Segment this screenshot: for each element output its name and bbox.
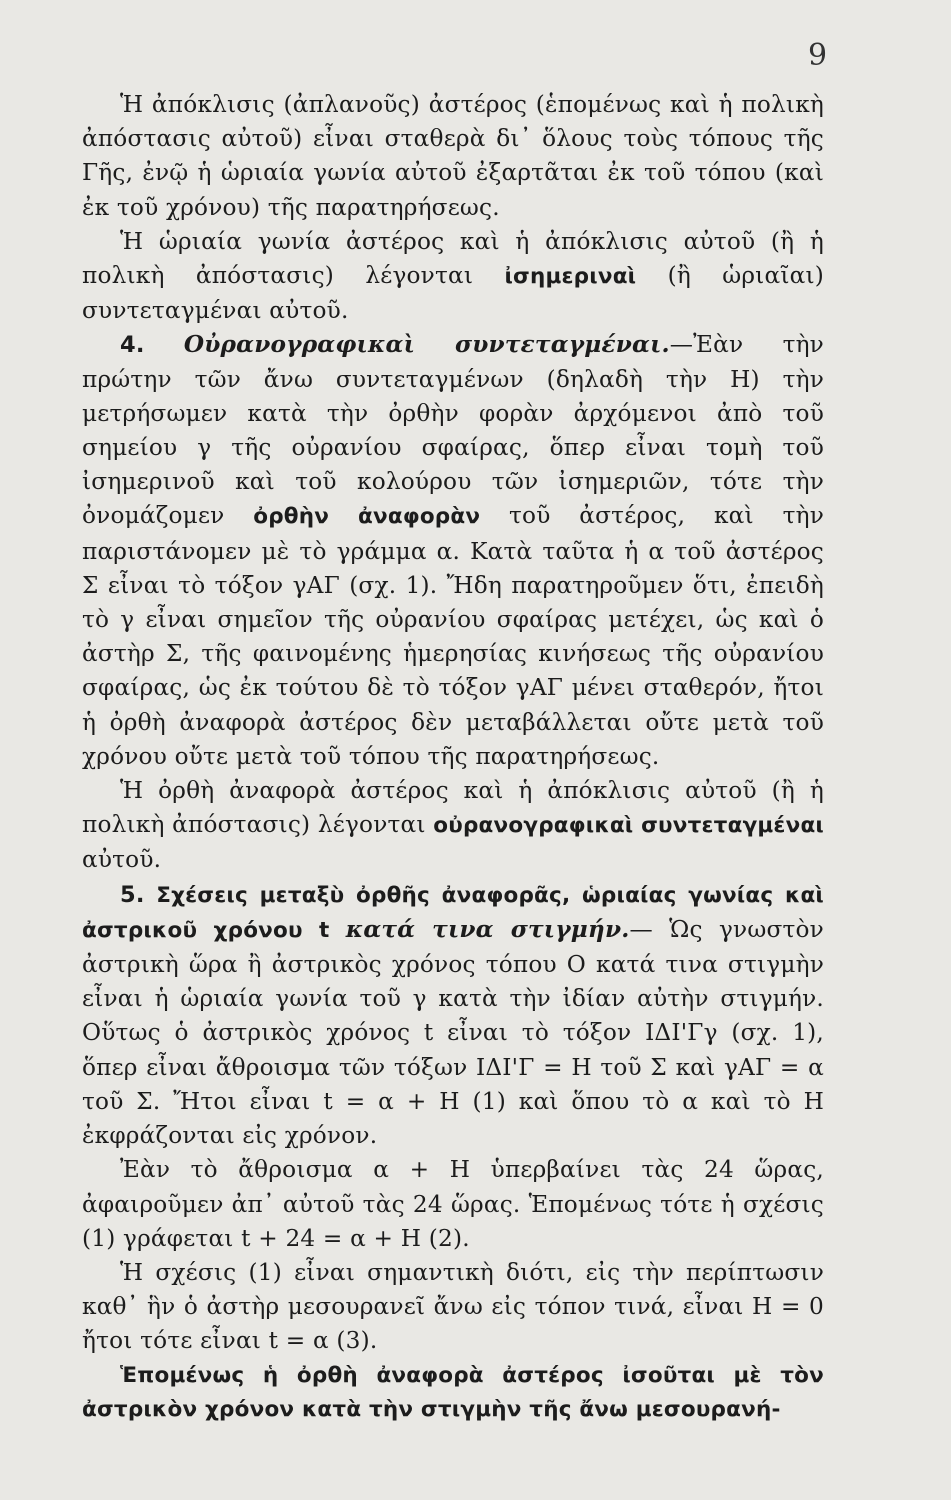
bold-term-right-ascension: ὀρθὴν ἀναφορὰν [253, 504, 481, 530]
text-segment: —Ἐὰν τὴν πρώτην τῶν ἄνω συντεταγμένων (δηλαδὴ τὴν Η) τὴν μετρήσωμεν κατὰ τὴν ὀρθὴν φορὰν ἀρχόμενοι ἀπὸ τοῦ σημείου γ τῆς οὐρανίου σφαίρας, ὅπερ εἶναι τομὴ τοῦ ἰσημερινοῦ καὶ τοῦ κολούρου τῶν ἰσημεριῶν, τότε τὴν ὀνομάζομεν [82, 331, 824, 530]
section-5-title-t: t [318, 917, 330, 943]
section-5 [82, 878, 824, 1154]
paragraph-declination: Ἡ ἀπόκλισις (ἀπλανοῦς) ἀστέρος (ἑπομένως καὶ ἡ πολικὴ ἀπόστασις αὐτοῦ) εἶναι σταθερὰ δι᾿ ὅλους τοὺς τόπους τῆς Γῆς, ἐνῷ ἡ ὡριαία γωνία αὐτοῦ ἐξαρτᾶται ἐκ τοῦ τόπου (καὶ ἐκ τοῦ χρόνου) τῆς παρατηρήσεως. [82, 91, 824, 221]
paragraph-relation-1: Ἡ σχέσις (1) εἶναι σημαντικὴ διότι, εἰς τὴν περίπτωσιν καθ᾿ ἣν ὁ ἀστὴρ μεσουρανεῖ ἄνω εἰς τόπον τινά, εἶναι Η = 0 ἤτοι τότε εἶναι t = α (3). [82, 1258, 824, 1355]
text-segment: αὐτοῦ. [82, 846, 162, 874]
page-number: 9 [808, 38, 828, 73]
bold-term-uranographic: οὐρανογραφικαὶ συντεταγμέναι [433, 813, 824, 839]
paragraph-sum-exceeds: Ἐὰν τὸ ἄθροισμα α + Η ὑπερβαίνει τὰς 24 ὥρας, ἀφαιροῦμεν ἀπ᾿ αὐτοῦ τὰς 24 ὥρας. Ἑπομένως τότε ἡ σχέσις (1) γράφεται t + 24 = α + Η (2). [82, 1156, 824, 1252]
bold-term-equatorial: ἰσημεριναὶ [504, 264, 637, 290]
section-4-number: 4. [120, 332, 145, 359]
body-text [82, 88, 824, 1427]
section-5-number: 5. [120, 881, 145, 908]
text-segment: Ἡ ὡριαία γωνία ἀστέρος καὶ ἡ ἀπόκλισις αὐτοῦ (ἢ ἡ πολικὴ ἀπόστασις) λέγονται [82, 227, 824, 290]
section-5-title-end: κατά τινα στιγμήν. [345, 915, 630, 943]
text-segment: τοῦ ἀστέρος, καὶ τὴν παριστάνομεν μὲ τὸ γράμμα α. Κατὰ ταῦτα ἡ α τοῦ ἀστέρος Σ εἶναι τὸ τόξον γΑΓ (σχ. 1). Ἤδη παρατηροῦμεν ὅτι, ἐπειδὴ τὸ γ εἶναι σημεῖον τῆς οὐρανίου σφαίρας μετέχει, ὡς καὶ ὁ ἀστὴρ Σ, τῆς φαινομένης ἡμερησίας κινήσεως τῆς οὐρανίου σφαίρας, ὡς ἐκ τούτου δὲ τὸ τόξον γΑΓ μένει σταθερόν, ἤτοι ἡ ὀρθὴ ἀναφορὰ ἀστέρος δὲν μεταβάλλεται οὔτε μετὰ τοῦ χρόνου οὔτε μετὰ τοῦ τόπου τῆς παρατηρήσεως. [82, 502, 824, 770]
text-segment: — Ὡς γνωστὸν ἀστρικὴ ὥρα ἢ ἀστρικὸς χρόνος τόπου Ο κατά τινα στιγμὴν εἶναι ἡ ὡριαία γωνία τοῦ γ κατὰ τὴν ἰδίαν αὐτὴν στιγμήν. Οὕτως ὁ ἀστρικὸς χρόνος t εἶναι τὸ τόξον ΙΔΙ'Γγ (σχ. 1), ὅπερ εἶναι ἄθροισμα τῶν τόξων ΙΔΙ'Γ = Η τοῦ Σ καὶ γΑΓ = α τοῦ Σ. Ἤτοι εἶναι t = α + Η (1) καὶ ὅπου τὸ α καὶ τὸ Η ἐκφράζονται εἰς χρόνον. [82, 915, 824, 1150]
paragraph-equatorial-coordinates [82, 225, 824, 329]
section-4 [82, 328, 824, 774]
section-4-title: Οὐρανογραφικαὶ συντεταγμέναι. [183, 331, 670, 359]
text-segment: (ἢ ὡριαῖαι) συντεταγμέναι αὐτοῦ. [82, 262, 825, 325]
paragraph-conclusion: Ἑπομένως ἡ ὀρθὴ ἀναφορὰ ἀστέρος ἰσοῦται μὲ τὸν ἀστρικὸν χρόνον κατὰ τὴν στιγμὴν τῆς ἄνω μεσουρανή- [82, 1362, 824, 1422]
section-5-title: Σχέσεις μεταξὺ ὀρθῆς ἀναφορᾶς, ὡριαίας γωνίας καὶ ἀστρικοῦ χρόνου [82, 882, 824, 943]
paragraph-uranographic-coordinates [82, 774, 824, 878]
text-segment: Ἡ ὀρθὴ ἀναφορὰ ἀστέρος καὶ ἡ ἀπόκλισις αὐτοῦ (ἢ ἡ πολικὴ ἀπόστασις) λέγονται [82, 777, 824, 839]
